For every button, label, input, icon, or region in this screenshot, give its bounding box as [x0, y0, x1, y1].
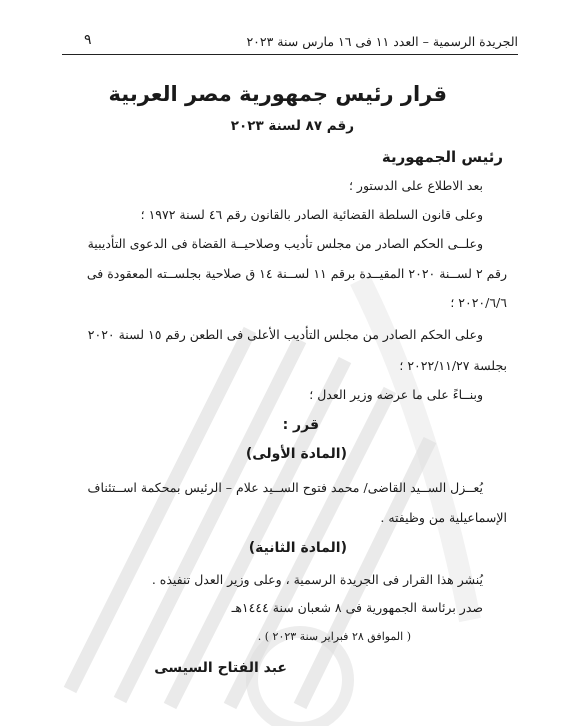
preamble-line: وعلــى الحكم الصادر من مجلس تأديب وصلاحيــة القضاة فى الدعوى التأديبية: [87, 236, 483, 251]
article-2-line: يُنشر هذا القرار فى الجريدة الرسمية ، وعلى وزير العدل تنفيذه .: [151, 572, 483, 587]
preamble-line: وبنــاءً على ما عرضه وزير العدل ؛: [309, 387, 483, 402]
article-1-line: يُعــزل الســيد القاضى/ محمد فتوح الســيد علام – الرئيس بمحكمة اســتئناف: [87, 480, 483, 495]
page-number: ٩: [84, 32, 92, 48]
issuer-heading: رئيس الجمهورية: [381, 148, 503, 166]
running-title: الجريدة الرسمية – العدد ١١ فى ١٦ مارس سنة ٢٠٢٣: [246, 34, 518, 49]
page-header: [62, 32, 518, 55]
decided-heading: قرر :: [282, 417, 319, 433]
gregorian-date: ( الموافق ٢٨ فبراير سنة ٢٠٢٣ ) .: [257, 630, 411, 643]
preamble-line: بعد الاطلاع على الدستور ؛: [348, 178, 483, 193]
article-1-line: الإسماعيلية من وظيفته .: [380, 510, 507, 525]
preamble-line: ٢٠٢٠/٦/٦ ؛: [450, 295, 507, 310]
preamble-line: بجلسة ٢٠٢٢/١١/٢٧ ؛: [399, 358, 507, 373]
president-signature: عبد الفتاح السيسى: [154, 660, 287, 676]
preamble-line: وعلى قانون السلطة القضائية الصادر بالقانون رقم ٤٦ لسنة ١٩٧٢ ؛: [140, 207, 483, 222]
decree-title: قرار رئيس جمهورية مصر العربية: [108, 82, 447, 106]
preamble-line: رقم ٢ لســنة ٢٠٢٠ المقيــدة برقم ١١ لســنة ١٤ ق صلاحية بجلســته المعقودة فى: [86, 266, 507, 281]
article-2-title: (المادة الثانية): [248, 540, 347, 556]
issue-date: صدر برئاسة الجمهورية فى ٨ شعبان سنة ١٤٤٤هـ: [231, 600, 483, 615]
preamble-line: وعلى الحكم الصادر من مجلس التأديب الأعلى فى الطعن رقم ١٥ لسنة ٢٠٢٠: [87, 327, 483, 342]
decree-number: رقم ٨٧ لسنة ٢٠٢٣: [230, 118, 354, 134]
article-1-title: (المادة الأولى): [245, 446, 347, 462]
